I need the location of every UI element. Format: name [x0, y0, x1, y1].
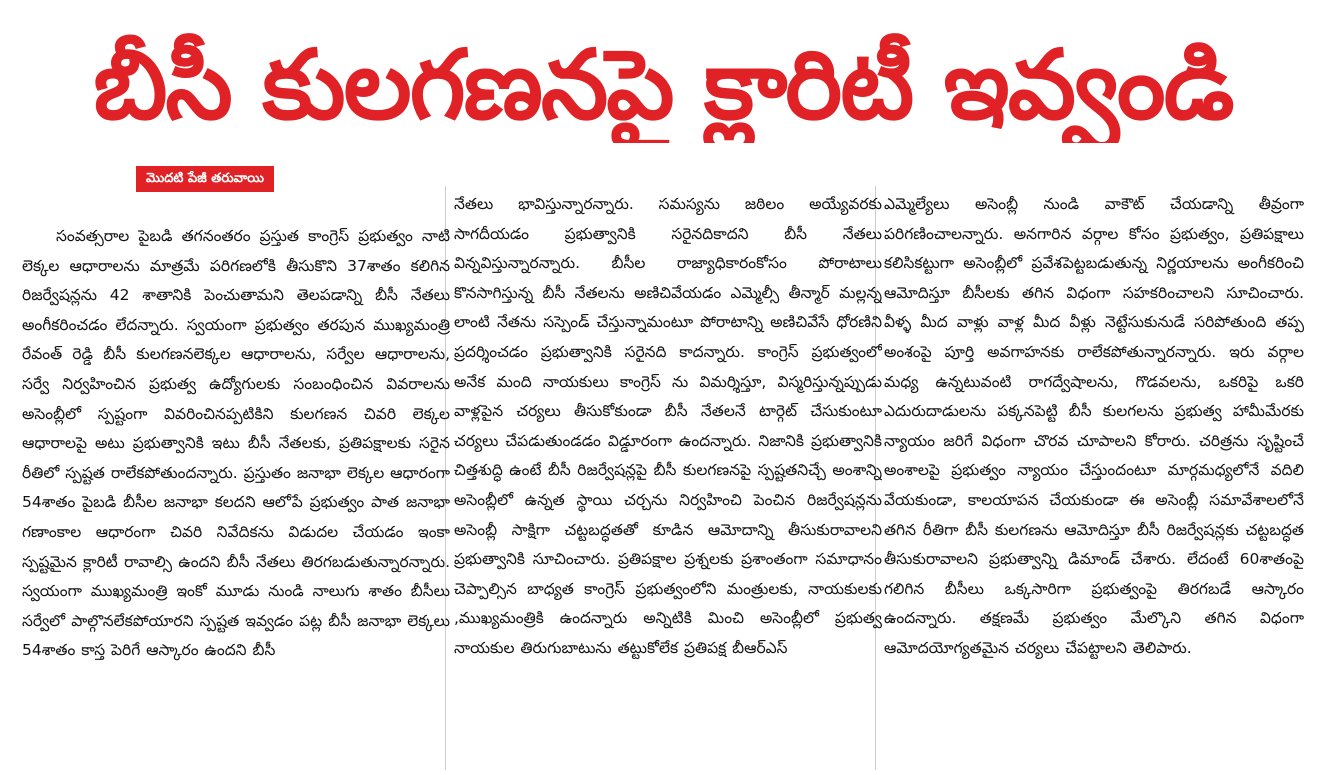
- article-column-2: [454, 190, 882, 772]
- article-paragraph: నేతలు భావిస్తున్నారన్నారు. సమస్యను జఠిలం అయ్యేవరకు సాగదీయడం ప్రభుత్వానికి సరైనదికాదని బీసీ నేతలు విన్నవిస్తున్నారన్నారు. బీసీల రాజ్యాధికారంకోసం పోరాటాలు కొనసాగిస్తున్న బీసీ నేతలను అణిచివేయడం ఎమ్మెల్సీ తీన్మార్ మల్లన్న లాంటి నేతను సస్పెండ్ చేస్తున్నామంటూ పోరాటాన్ని అణిచివేసే ధోరణిని ప్రదర్శించడం ప్రభుత్వానికి సరైనది కాదన్నారు. కాంగ్రెస్ ప్రభుత్వంలో అనేక మంది నాయకులు కాంగ్రెస్ ను విమర్శిస్తూ, విస్మరిస్తున్నప్పుడు వాళ్లపైన చర్యలు తీసుకోకుండా బీసీ నేతలనే టార్గెట్ చేసుకుంటూ చర్యలు చేపడుతుండడం విడ్డూరంగా ఉందన్నారు. నిజానికి ప్రభుత్వానికి చిత్తశుద్ధి ఉంటే బీసీ రిజర్వేషన్లపై బీసీ కులగణనపై స్పష్టతనిచ్చే అంశాన్ని అసెంబ్లీలో ఉన్నత స్థాయి చర్చను నిర్వహించి పెంచిన రిజర్వేషన్లను అసెంబ్లీ సాక్షిగా చట్టబద్ధతతో కూడిన ఆమోదాన్ని తీసుకురావాలని ప్రభుత్వానికి సూచించారు. ప్రతిపక్షాల ప్రశ్నలకు ప్రశాంతంగా సమాధానం చెప్పాల్సిన బాధ్యత కాంగ్రెస్ ప్రభుత్వంలోని మంత్రులకు, నాయకులకు ,ముఖ్యమంత్రికి ఉందన్నారు అన్నిటికి మించి అసెంబ్లీలో ప్రభుత్వ నాయకుల తిరుగుబాటును తట్టుకోలేక ప్రతిపక్ష బీఆర్ఎస్: [454, 195, 882, 657]
- article-column-1: [22, 222, 450, 772]
- article-column-3: [884, 190, 1304, 772]
- headline: బీసీ కులగణనపై క్లారిటీ ఇవ్వండి: [93, 29, 1233, 141]
- continuation-label: మొదటి పేజీ తరువాయి: [136, 166, 274, 192]
- article-paragraph: ఎమ్మెల్యేలు అసెంబ్లీ నుండి వాకౌట్ చేయడాన్ని తీవ్రంగా పరిగణించాలన్నారు. అనగారిన వర్గాల కోసం ప్రభుత్వం, ప్రతిపక్షాలు కలిసికట్టుగా అసెంబ్లీలో ప్రవేశపెట్టబడుతున్న నిర్ణయాలను అంగీకరించి ఆమోదిస్తూ బీసీలకు తగిన విధంగా సహకరించాలని సూచించారు. వీళ్ళ మీద వాళ్లు వాళ్ల మీద వీళ్లు నెట్టేసుకునుడే సరిపోతుంది తప్ప అంశంపై పూర్తి అవగాహనకు రాలేకపోతున్నారన్నారు. ఇరు వర్గాల మధ్య ఉన్నటువంటి రాగద్వేషాలను, గొడవలను, ఒకరిపై ఒకరి ఎదురుదాడులను పక్కనపెట్టి బీసీ కులగలను ప్రభుత్వ హామీమేరకు న్యాయం జరిగే విధంగా చొరవ చూపాలని కోరారు. చరిత్రను సృష్టించే అంశాలపై ప్రభుత్వం న్యాయం చేస్తుందంటూ మార్గమధ్యలోనే వదిలి వేయకుండా, కాలయాపన చేయకుండా ఈ అసెంబ్లీ సమావేశాలలోనే తగిన రీతిగా బీసీ కులగణను ఆమోదిస్తూ బీసీ రిజర్వేషన్లకు చట్టబద్ధత తీసుకురావాలని ప్రభుత్వాన్ని డిమాండ్ చేశారు. లేదంటే 60శాతంపై గలిగిన బీసీలు ఒక్కసారిగా ప్రభుత్వంపై తిరగబడే ఆస్కారం ఉందన్నారు. తక్షణమే ప్రభుత్వం మేల్కొని తగిన విధంగా ఆమోదయోగ్యతమైన చర్యలు చేపట్టాలని తెలిపారు.: [884, 195, 1304, 657]
- article-paragraph: సంవత్సరాల పైబడి తగనంతరం ప్రస్తుత కాంగ్రెస్ ప్రభుత్వం నాటి లెక్కల ఆధారాలను మాత్రమే పరిగణలోకి తీసుకొని 37శాతం కలిగిన రిజర్వేషన్లను 42 శాతానికి పెంచుతామని తెలపడాన్ని బీసీ నేతలు అంగీకరించడం లేదన్నారు. స్వయంగా ప్రభుత్వం తరపున ముఖ్యమంత్రి రేవంత్ రెడ్డి బీసీ కులగణనలెక్కల ఆధారాలను, సర్వేల ఆధారాలను, సర్వే నిర్వహించిన ప్రభుత్వ ఉద్యోగులకు సంబంధించిన వివరాలను అసెంబ్లీలో స్పష్టంగా వివరించినప్పటికిని కులగణన చివరి లెక్కల ఆధారాలపై అటు ప్రభుత్వానికి ఇటు బీసీ నేతలకు, ప్రతిపక్షాలకు సరైన రీతిలో స్పష్టత రాలేకపోతుందన్నారు. ప్రస్తుతం జనాభా లెక్కల ఆధారంగా 54శాతం పైబడి బీసీల జనాభా కలదని ఆలోపే ప్రభుత్వం పాత జనాభా గణాంకాల ఆధారంగా చివరి నివేదికను విడుదల చేయడం ఇంకా స్పష్టమైన క్లారిటీ రావాల్సి ఉందని బీసీ నేతలు తిరగబడుతున్నారన్నారు. స్వయంగా ముఖ్యమంత్రి ఇంకో మూడు నుండి నాలుగు శాతం బీసీలు సర్వేలో పాల్గొనలేకపోయారని స్పష్టత ఇవ్వడం పట్ల బీసీ జనాభా లెక్కలు 54శాతం కాస్త పెరిగే ఆస్కారం ఉందని బీసీ: [22, 227, 450, 660]
